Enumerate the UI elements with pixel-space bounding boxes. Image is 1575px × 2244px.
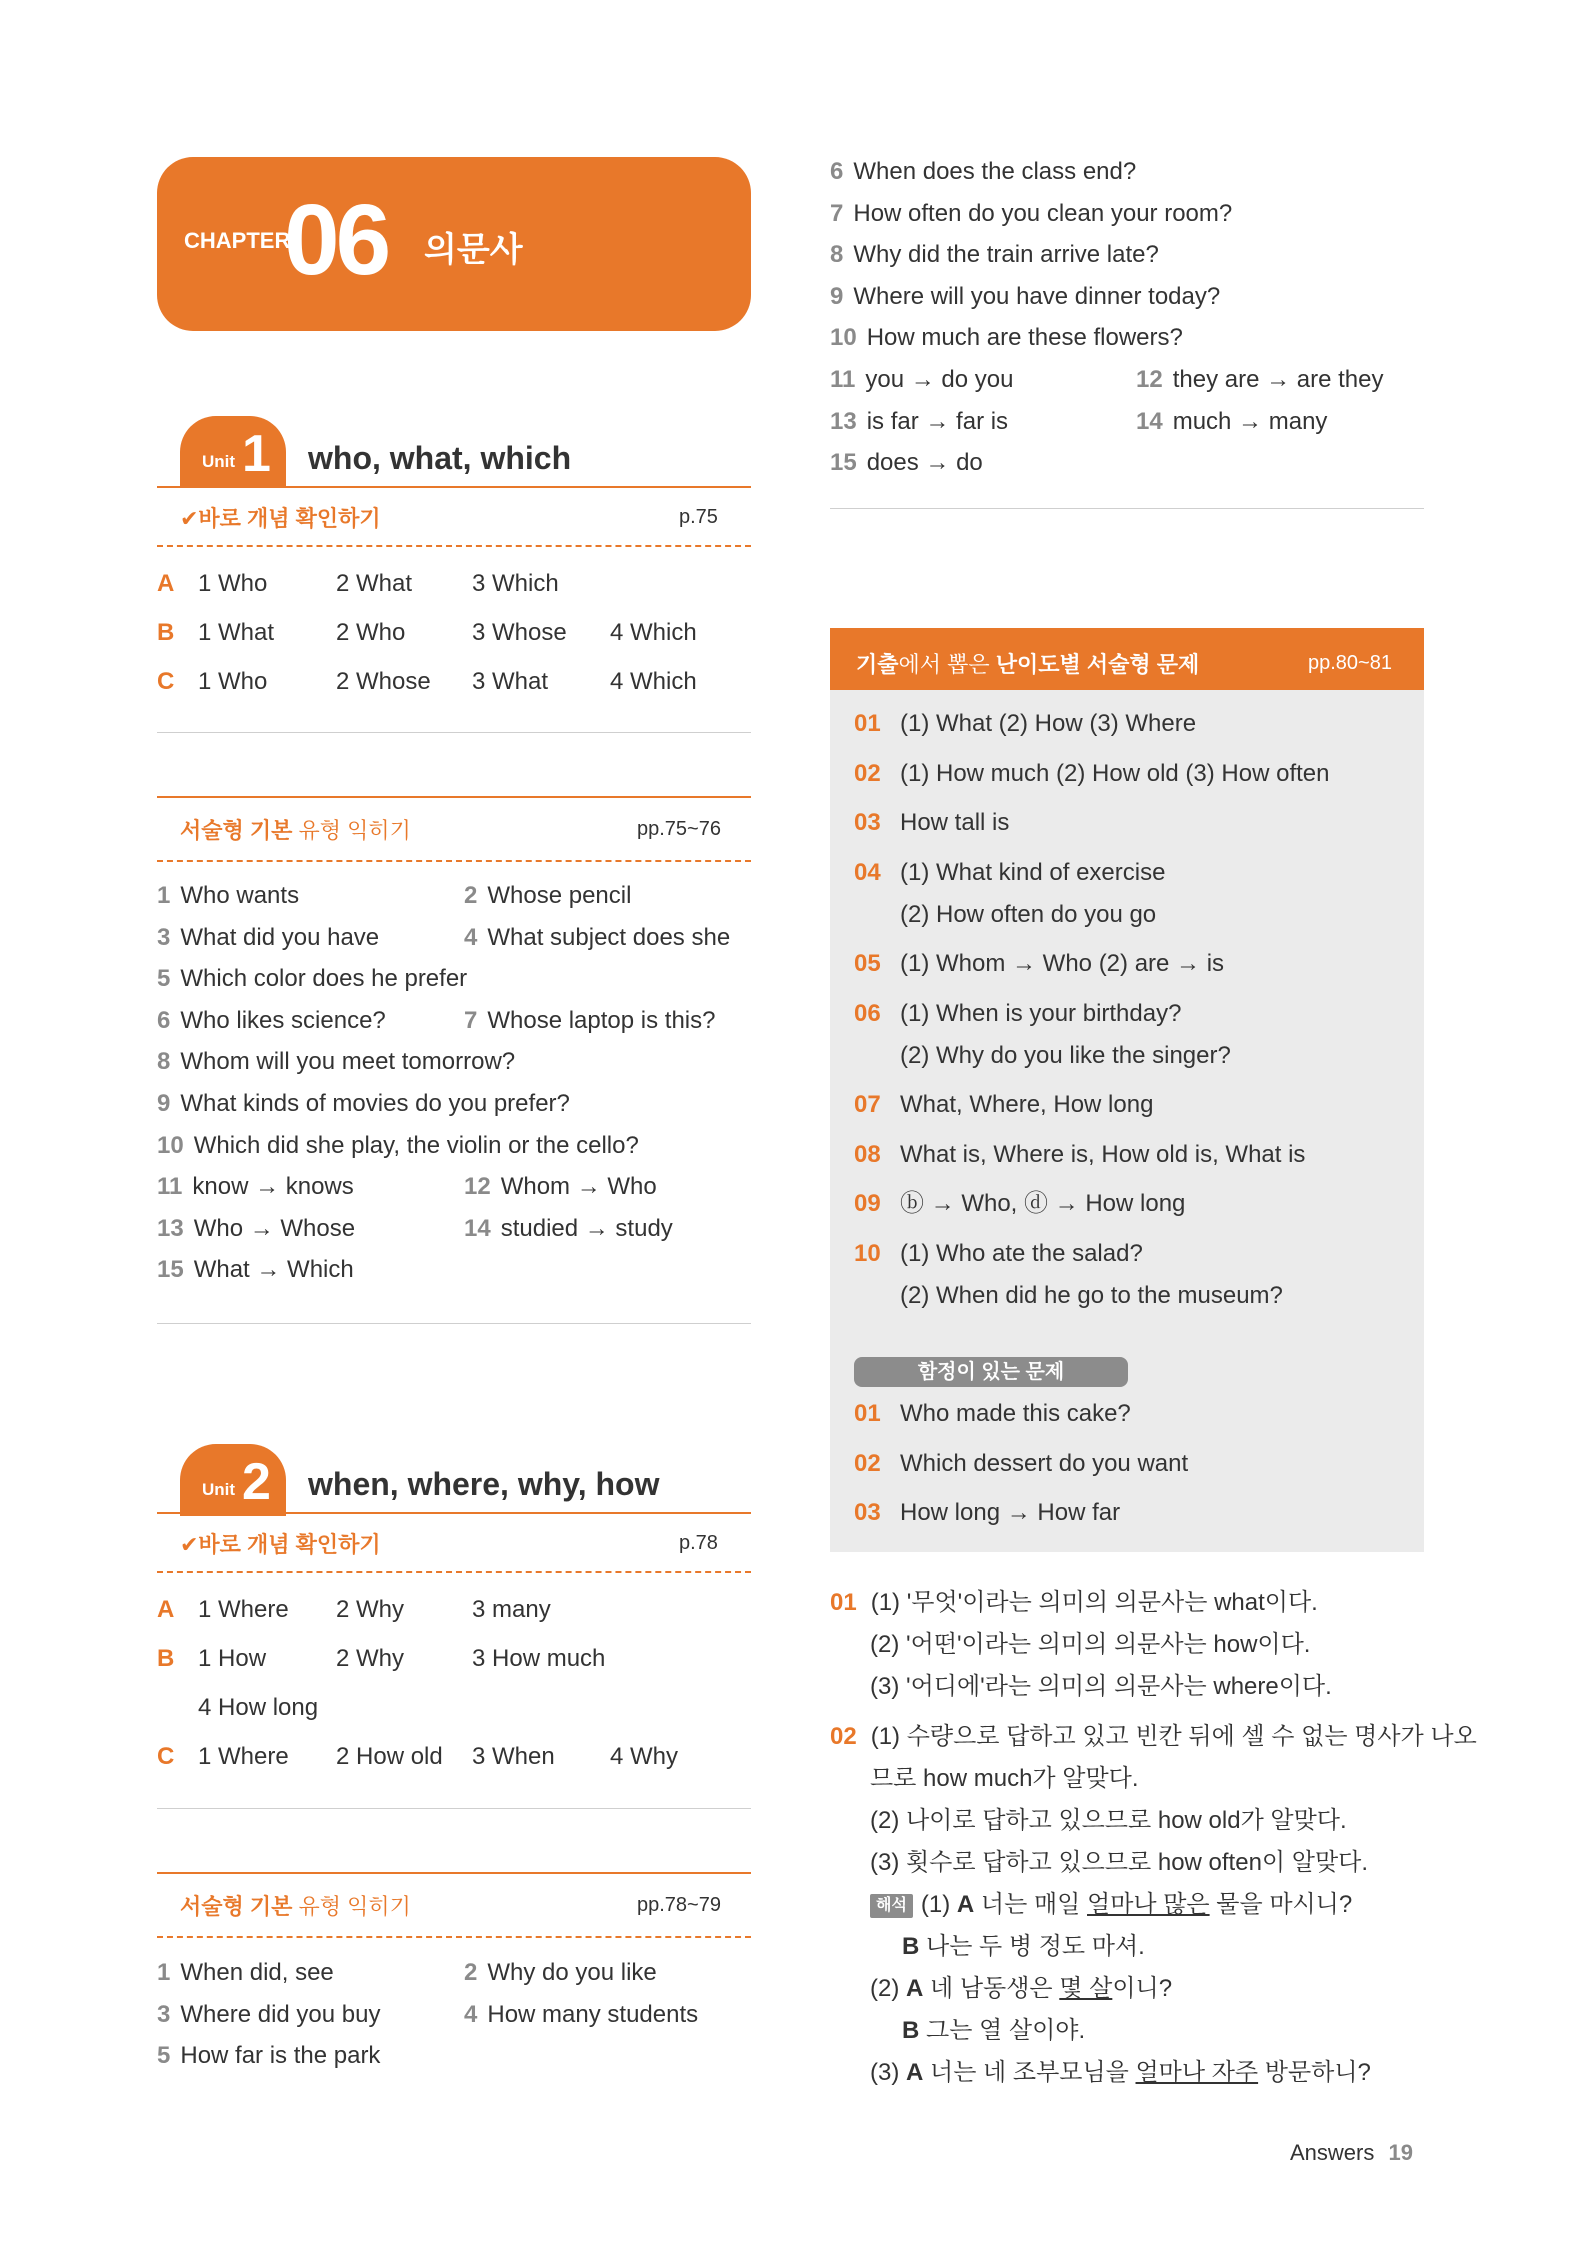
test-text: Who made this cake? <box>900 1400 1131 1427</box>
answer-number: 15 <box>830 449 857 477</box>
test-line <box>854 998 1181 1030</box>
answer-number: 8 <box>830 241 844 269</box>
translation-1a-underline: 얼마나 많은 <box>1087 1891 1210 1918</box>
test-text: How long → How far <box>900 1499 1121 1526</box>
unit1-check-item: 1 Who <box>198 668 268 695</box>
explanation-02-l4: (3) 횟수로 답하고 있으므로 how often이 알맞다. <box>870 1849 1368 1876</box>
test-number: 03 <box>854 809 881 836</box>
unit2-rule <box>157 1512 751 1514</box>
footer <box>1290 2140 1413 2166</box>
answer-number: 11 <box>157 1173 183 1201</box>
translation-3a <box>870 2052 1371 2094</box>
answer-number: 3 <box>157 923 171 951</box>
test-text: What, Where, How long <box>900 1091 1154 1118</box>
answer-line <box>464 1005 715 1037</box>
unit2-badge-label: Unit <box>202 1480 236 1499</box>
unit2-check-letter: C <box>157 1743 175 1770</box>
answer-text: Whose laptop is this? <box>487 1006 716 1034</box>
answer-text: Where did you buy <box>180 2000 381 2028</box>
test-line <box>854 1040 1231 1072</box>
test-line <box>854 857 1165 889</box>
test-text: (2) Why do you like the singer? <box>900 1041 1231 1069</box>
answer-text: Whose pencil <box>487 882 632 909</box>
answer-line <box>464 1957 657 1989</box>
test-box-page: pp.80~81 <box>1308 652 1392 674</box>
answer-line <box>157 922 379 954</box>
unit2-section-end <box>157 1808 751 1809</box>
unit1-section-end <box>157 732 751 733</box>
answer-line <box>830 198 1232 230</box>
test-title-a: 기출 <box>856 652 899 677</box>
unit1-check-item: 4 Which <box>610 619 697 646</box>
test-number: 10 <box>854 1239 881 1267</box>
translation-3a-end: 방문하니? <box>1258 2059 1371 2086</box>
answer-text: Whom → Who <box>500 1173 657 1201</box>
answer-text: Why did the train arrive late? <box>853 241 1159 269</box>
unit2-check-item: 4 Why <box>610 1743 679 1770</box>
test-number: 06 <box>854 999 881 1027</box>
unit1-basic-title-b: 유형 익히기 <box>292 818 411 843</box>
answer-line <box>830 281 1220 313</box>
answer-number: 9 <box>830 282 844 310</box>
explanation-01-text: (1) '무엇'이라는 의미의 의문사는 what이다. <box>870 1589 1318 1616</box>
unit1-check-item: 4 Which <box>610 668 697 695</box>
unit2-check-item: 2 Why <box>336 1596 405 1623</box>
unit2-basic-page: pp.78~79 <box>637 1894 721 1916</box>
unit1-check-letter: C <box>157 668 175 695</box>
answer-text: you → do you <box>865 366 1014 393</box>
answer-number: 3 <box>157 2000 171 2028</box>
test-number: 02 <box>854 759 881 787</box>
answer-text: Which color does he prefer <box>180 965 468 993</box>
translation-1b-text: 나는 두 병 정도 마셔. <box>919 1933 1145 1960</box>
answer-number: 6 <box>157 1006 171 1034</box>
answer-text: How many students <box>487 2000 699 2028</box>
unit2-basic-title-a: 서술형 기본 <box>180 1894 293 1919</box>
answer-line <box>157 880 299 912</box>
answer-number: 2 <box>464 882 478 909</box>
unit1-badge <box>180 416 286 488</box>
translation-3a-underline: 얼마나 자주 <box>1135 2059 1259 2086</box>
explanation-01-line <box>830 1582 1318 1624</box>
unit1-badge-label: Unit <box>202 452 236 471</box>
answer-line <box>830 364 1013 396</box>
unit1-check-letter: A <box>157 570 175 597</box>
translation-1a-speaker: A <box>956 1891 975 1918</box>
unit1-check-divider <box>157 545 751 547</box>
test-number: 01 <box>854 710 881 737</box>
unit2-check-item: 2 How old <box>336 1743 443 1770</box>
answer-line <box>830 239 1159 271</box>
translation-2b <box>902 2010 1085 2052</box>
answer-text: they are → are they <box>1172 366 1384 393</box>
test-text: (1) How much (2) How old (3) How often <box>900 759 1330 787</box>
answer-number: 5 <box>157 965 171 993</box>
translation-2a-prefix: (2) <box>870 1975 906 2002</box>
translation-1a-text: 너는 매일 <box>974 1891 1088 1918</box>
answer-number: 10 <box>830 324 857 352</box>
answer-line <box>1136 364 1383 396</box>
answer-number: 1 <box>157 1959 171 1986</box>
unit2-badge <box>180 1444 286 1516</box>
answer-text: studied → study <box>500 1214 673 1242</box>
answer-text: When did, see <box>180 1959 334 1986</box>
unit1-badge-number: 1 <box>242 425 271 483</box>
answer-number: 15 <box>157 1256 184 1284</box>
answer-number: 2 <box>464 1959 478 1986</box>
answer-line <box>830 156 1136 188</box>
answer-line <box>464 1213 673 1245</box>
test-line <box>854 1448 1188 1480</box>
test-number: 07 <box>854 1091 881 1118</box>
answer-number: 12 <box>1136 366 1163 393</box>
unit2-title: when, where, why, how <box>308 1466 660 1502</box>
translation-2a <box>870 1968 1172 2010</box>
unit1-basic-title <box>180 814 411 845</box>
unit1-basic-divider <box>157 860 751 862</box>
answer-text: What subject does she <box>487 923 731 951</box>
trap-label: 함정이 있는 문제 <box>854 1357 1128 1387</box>
test-text: ⓑ → Who, ⓓ → How long <box>900 1190 1186 1217</box>
answer-line <box>157 1130 639 1162</box>
translation-2b-text: 그는 열 살이야. <box>919 2017 1086 2044</box>
unit1-check-page: p.75 <box>679 506 718 528</box>
answer-text: Who likes science? <box>180 1006 386 1034</box>
unit2-check-item: 1 How <box>198 1645 267 1672</box>
unit1-check-item: 1 Who <box>198 570 268 597</box>
unit2-badge-number: 2 <box>242 1453 271 1511</box>
test-text: Which dessert do you want <box>900 1449 1189 1477</box>
page-number: 19 <box>1388 2140 1413 2165</box>
answer-line <box>830 447 983 479</box>
test-text: (2) When did he go to the museum? <box>900 1281 1283 1309</box>
unit2-check-item: 1 Where <box>198 1743 289 1770</box>
chapter-number: 06 <box>284 184 388 296</box>
explanation-01-line <box>870 1624 1310 1666</box>
unit1-basic-rule <box>157 796 751 798</box>
test-line <box>854 1238 1143 1270</box>
explanation-01-num: 01 <box>830 1589 857 1616</box>
answer-number: 5 <box>157 2042 171 2070</box>
answer-number: 10 <box>157 1131 184 1159</box>
translation-2a-text: 네 남동생은 <box>923 1975 1060 2002</box>
answer-line <box>157 1005 386 1037</box>
test-number: 01 <box>854 1400 881 1427</box>
unit2-check-letter: A <box>157 1596 175 1623</box>
translation-3a-prefix: (3) <box>870 2059 906 2086</box>
test-number: 02 <box>854 1449 881 1477</box>
translation-1a-end: 물을 마시니? <box>1209 1891 1353 1918</box>
footer-label: Answers <box>1290 2140 1375 2165</box>
answer-text: Where will you have dinner today? <box>853 282 1221 310</box>
unit2-check-letter: B <box>157 1645 175 1672</box>
translation-2a-end: 이니? <box>1112 1975 1173 2002</box>
explanation-02-l1 <box>830 1716 1477 1758</box>
answer-number: 4 <box>464 923 478 951</box>
answer-text: Why do you like <box>487 1959 657 1986</box>
test-text: (2) How often do you go <box>900 900 1157 928</box>
unit1-title: who, what, which <box>308 440 572 476</box>
answer-text: Which did she play, the violin or the cello? <box>193 1131 639 1159</box>
explanation-02-l2: 므로 how much가 알맞다. <box>870 1765 1139 1792</box>
answer-line <box>830 322 1183 354</box>
unit2-check-item: 3 many <box>472 1596 551 1623</box>
test-line <box>854 807 1009 839</box>
translation-2a-underline: 몇 살 <box>1059 1975 1113 2002</box>
unit1-check-item: 1 What <box>198 619 275 646</box>
chapter-title: 의문사 <box>424 231 523 269</box>
test-text: (1) Whom → Who (2) are → is <box>900 950 1225 977</box>
unit2-check-page: p.78 <box>679 1532 718 1554</box>
answer-text: What did you have <box>180 923 380 951</box>
answer-number: 6 <box>830 158 844 185</box>
answer-number: 4 <box>464 2000 478 2028</box>
unit2-basic-divider <box>157 1936 751 1938</box>
unit1-check-item: 2 What <box>336 570 413 597</box>
answer-line <box>157 1088 570 1120</box>
unit2-check-item: 3 When <box>472 1743 555 1770</box>
answer-line <box>464 880 631 912</box>
test-line <box>854 708 1196 740</box>
unit2-basic-rule <box>157 1872 751 1874</box>
answer-text: What → Which <box>193 1256 354 1284</box>
answer-text: much → many <box>1172 407 1328 435</box>
answer-number: 12 <box>464 1173 491 1201</box>
test-line <box>854 948 1224 980</box>
answer-text: Who wants <box>180 882 300 909</box>
test-line <box>854 1280 1283 1312</box>
answer-line <box>157 1957 334 1989</box>
test-number: 04 <box>854 858 881 886</box>
answer-line <box>157 1213 355 1245</box>
explanation-01-text: (2) '어떤'이라는 의미의 의문사는 how이다. <box>870 1631 1311 1658</box>
answer-text: How far is the park <box>180 2042 381 2070</box>
unit2-check-item: 4 How long <box>198 1694 319 1721</box>
test-line <box>854 1188 1185 1220</box>
unit1-check-item: 3 Whose <box>472 619 567 646</box>
answer-line <box>157 1046 515 1078</box>
answer-number: 7 <box>830 199 844 227</box>
test-line <box>854 758 1329 790</box>
answer-line <box>464 1999 698 2031</box>
answer-number: 11 <box>830 366 856 393</box>
answer-text: is far → far is <box>866 407 1009 435</box>
answer-text: Whom will you meet tomorrow? <box>180 1048 516 1076</box>
translation-1b <box>902 1926 1145 1968</box>
translation-3a-speaker: A <box>906 2059 924 2086</box>
test-number: 05 <box>854 950 881 977</box>
answer-line <box>464 922 730 954</box>
unit2-check-item: 3 How much <box>472 1645 606 1672</box>
test-title-b: 에서 뽑은 <box>898 652 996 677</box>
unit2-check-divider <box>157 1571 751 1573</box>
unit1-check-item: 2 Whose <box>336 668 431 695</box>
answer-line <box>157 2040 380 2072</box>
test-text: (1) What (2) How (3) Where <box>900 710 1197 737</box>
test-line <box>854 899 1156 931</box>
answer-text: does → do <box>866 449 983 477</box>
test-title-c: 난이도별 서술형 문제 <box>995 652 1200 677</box>
answer-text: How much are these flowers? <box>866 324 1183 352</box>
answer-number: 13 <box>830 407 857 435</box>
translation-2a-speaker: A <box>906 1975 924 2002</box>
test-box-title <box>856 648 1199 679</box>
answer-number: 13 <box>157 1214 184 1242</box>
unit1-end <box>157 1323 751 1324</box>
answer-text: know → knows <box>192 1173 354 1201</box>
test-line <box>854 1139 1305 1171</box>
test-text: How tall is <box>900 809 1010 836</box>
answer-number: 7 <box>464 1006 478 1034</box>
translation-2b-speaker: B <box>902 2017 920 2044</box>
answer-number: 8 <box>157 1048 171 1076</box>
answer-line <box>464 1171 657 1203</box>
unit1-check-item: 3 What <box>472 668 549 695</box>
answer-number: 14 <box>464 1214 491 1242</box>
explanation-02-num: 02 <box>830 1723 857 1750</box>
answer-text: How often do you clean your room? <box>853 199 1233 227</box>
test-line <box>854 1089 1153 1121</box>
translation-1a-prefix: (1) <box>920 1891 957 1918</box>
answer-line <box>1136 406 1327 438</box>
right-top-end <box>830 508 1424 509</box>
answer-text: When does the class end? <box>853 158 1137 185</box>
answer-number: 1 <box>157 882 171 909</box>
translation-1a <box>870 1884 1352 1926</box>
unit1-check-title: ✔바로 개념 확인하기 <box>180 506 381 531</box>
unit1-check-item: 3 Which <box>472 570 559 597</box>
test-number: 03 <box>854 1499 881 1526</box>
unit1-rule <box>157 486 751 488</box>
explanation-01-text: (3) '어디에'라는 의미의 의문사는 where이다. <box>870 1673 1332 1700</box>
answer-line <box>157 1254 354 1286</box>
unit1-basic-page: pp.75~76 <box>637 818 721 840</box>
unit2-basic-title <box>180 1890 411 1921</box>
answer-line <box>157 963 467 995</box>
test-text: What is, Where is, How old is, What is <box>900 1140 1306 1168</box>
unit2-basic-title-b: 유형 익히기 <box>292 1894 411 1919</box>
unit2-check-item: 2 Why <box>336 1645 405 1672</box>
answer-line <box>157 1171 354 1203</box>
answer-text: Who → Whose <box>193 1214 356 1242</box>
test-text: (1) When is your birthday? <box>900 999 1182 1027</box>
answer-number: 9 <box>157 1090 171 1117</box>
chapter-label: CHAPTER <box>184 228 291 253</box>
answer-line <box>157 1999 380 2031</box>
explanation-02-l3: (2) 나이로 답하고 있으므로 how old가 알맞다. <box>870 1807 1347 1834</box>
translation-1b-speaker: B <box>902 1933 920 1960</box>
unit1-check-letter: B <box>157 619 175 646</box>
translation-badge: 해석 <box>870 1894 913 1918</box>
translation-3a-text: 너는 네 조부모님을 <box>923 2059 1136 2086</box>
test-number: 09 <box>854 1190 881 1217</box>
answer-line <box>830 406 1008 438</box>
test-line <box>854 1497 1120 1529</box>
unit1-check-item: 2 Who <box>336 619 406 646</box>
unit1-basic-title-a: 서술형 기본 <box>180 818 293 843</box>
test-text: (1) What kind of exercise <box>900 858 1166 886</box>
explanation-02-text1: (1) 수량으로 답하고 있고 빈칸 뒤에 셀 수 없는 명사가 나오 <box>870 1723 1477 1750</box>
test-line <box>854 1398 1131 1430</box>
answer-number: 14 <box>1136 407 1163 435</box>
test-number: 08 <box>854 1140 881 1168</box>
unit2-check-item: 1 Where <box>198 1596 289 1623</box>
explanation-01-line <box>870 1666 1332 1708</box>
answer-text: What kinds of movies do you prefer? <box>180 1090 570 1117</box>
test-text: (1) Who ate the salad? <box>900 1239 1143 1267</box>
unit2-check-title: ✔바로 개념 확인하기 <box>180 1532 381 1557</box>
